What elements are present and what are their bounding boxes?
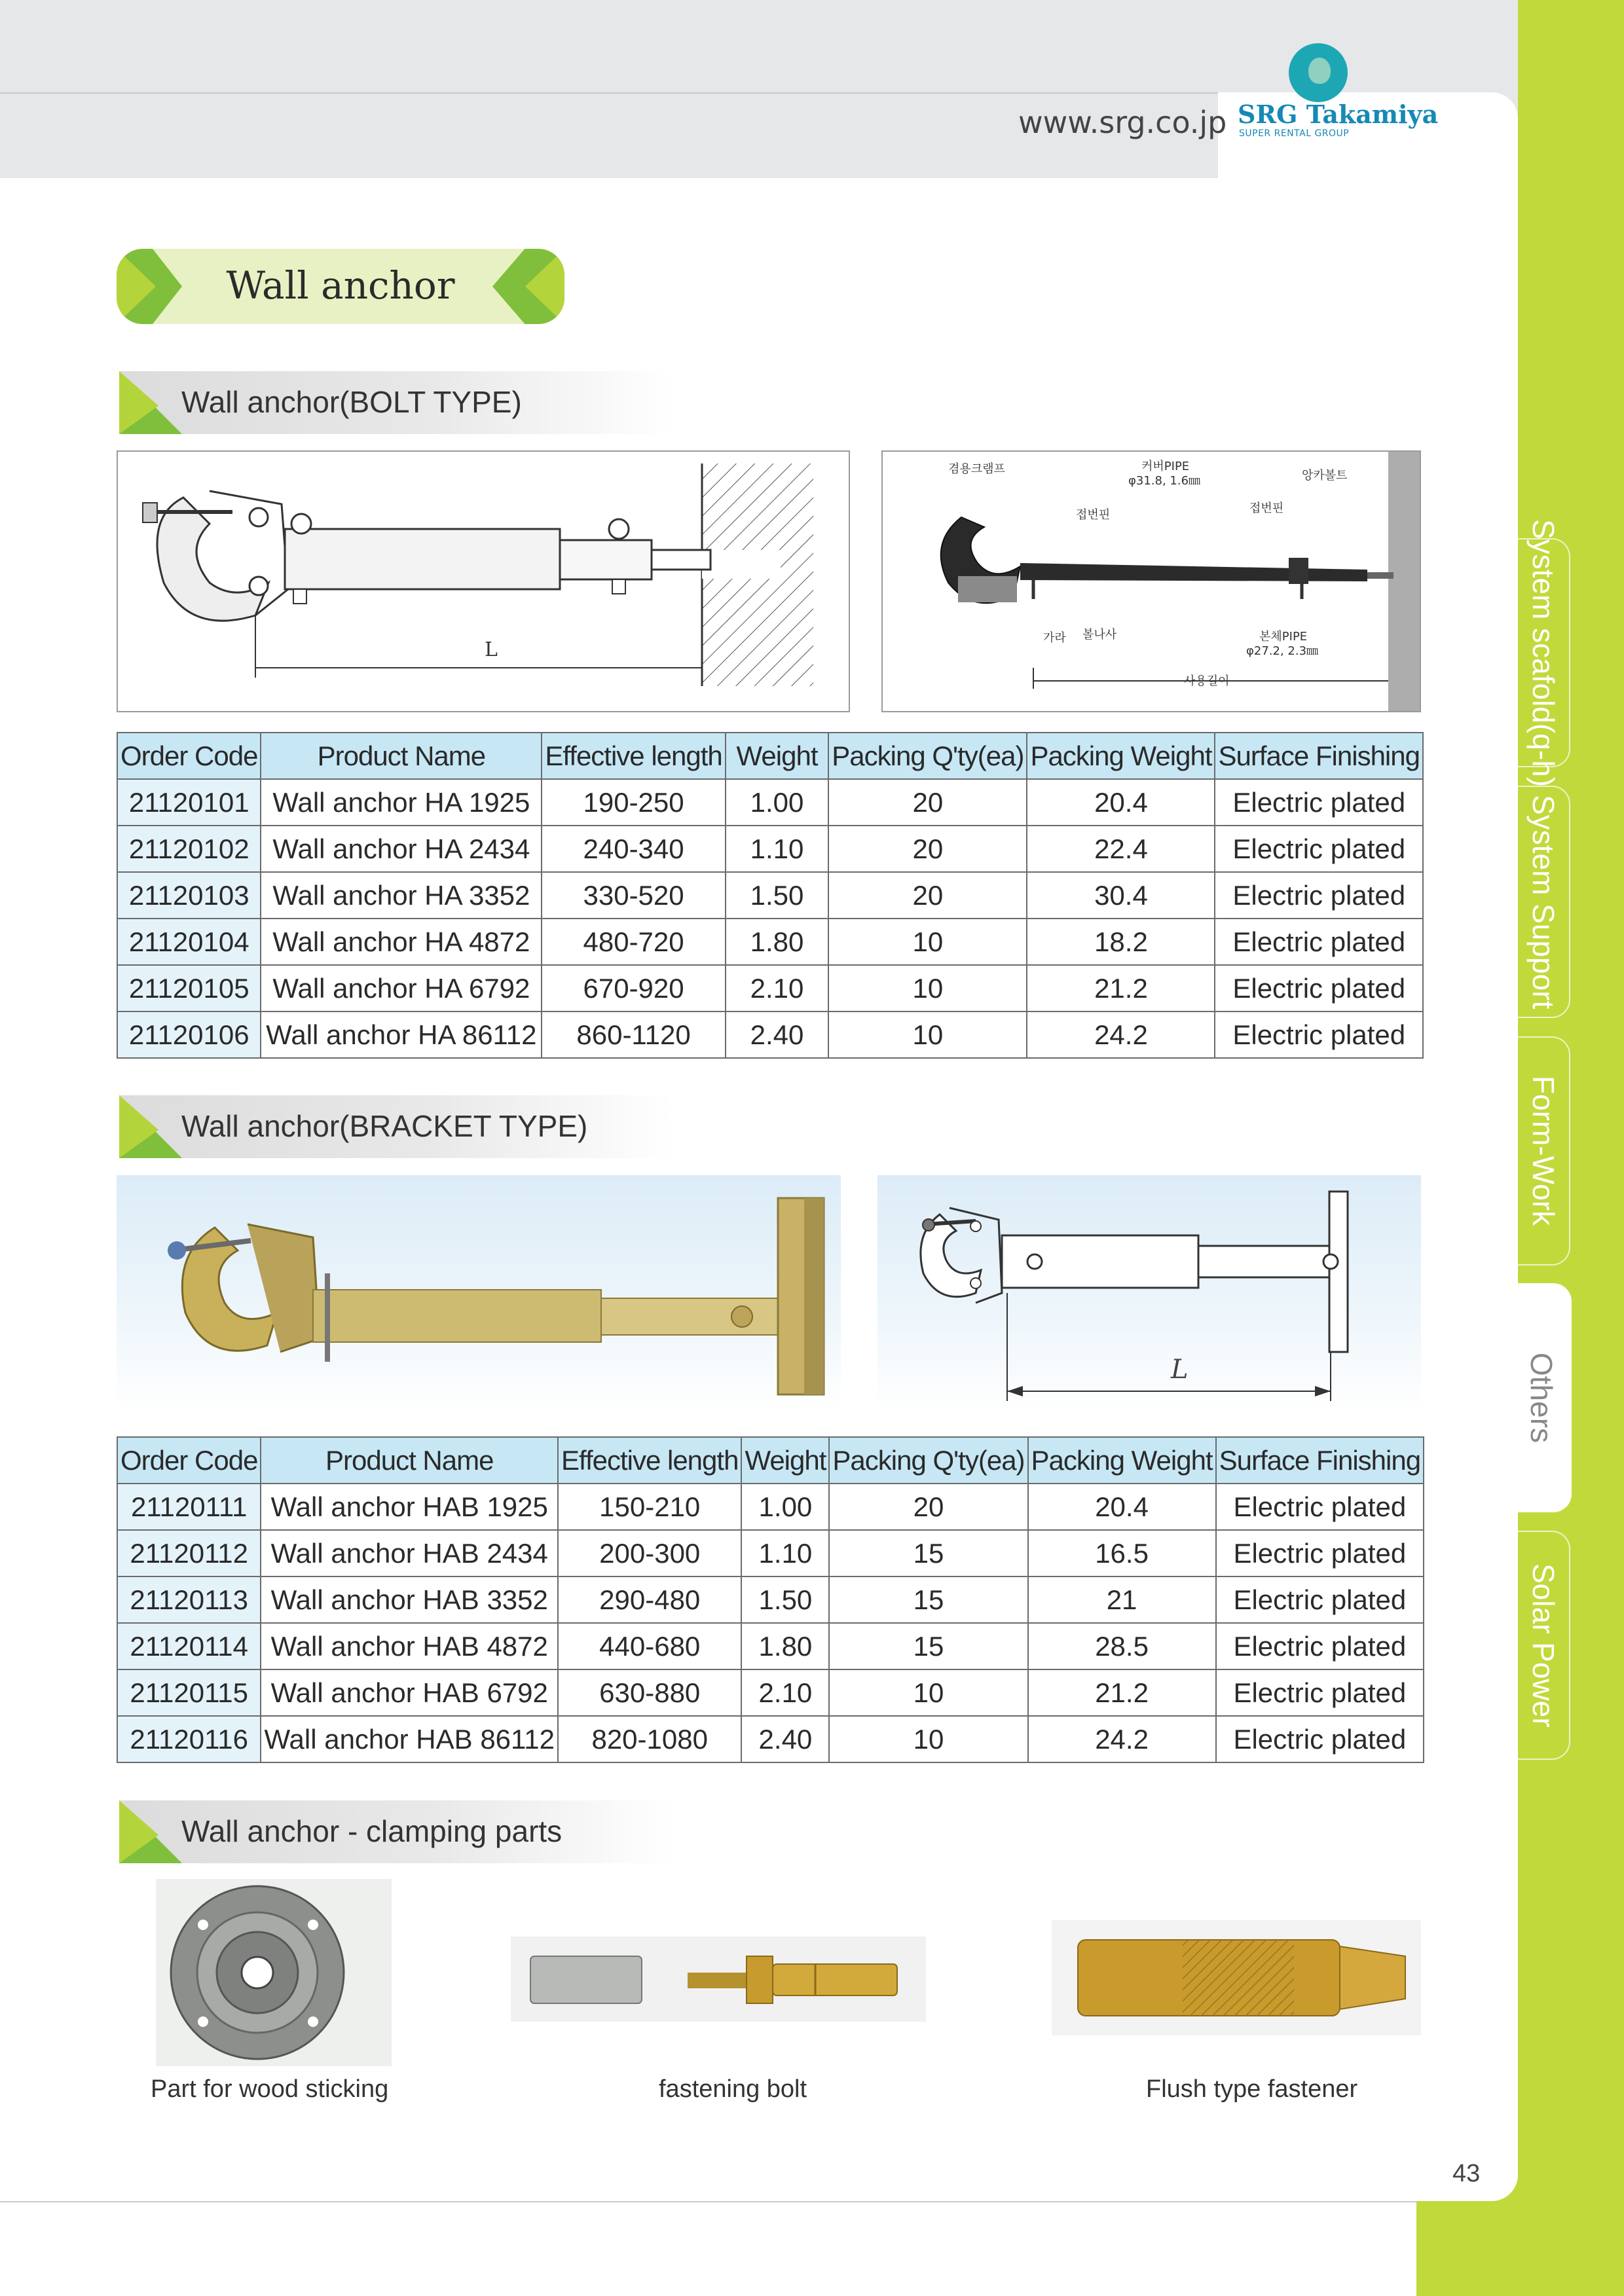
page-title-banner: [117, 249, 564, 324]
table-cell: 330-520: [542, 872, 725, 919]
table-cell: 18.2: [1027, 919, 1215, 965]
tab-label: System scafold(q-h): [1526, 519, 1560, 787]
table-cell: 24.2: [1027, 1011, 1215, 1058]
table-cell: 10: [829, 1669, 1027, 1716]
callout-label: φ31.8, 1.6㎜: [1128, 474, 1201, 488]
table-cell: 21: [1028, 1576, 1216, 1623]
table-cell: Electric plated: [1215, 1011, 1423, 1058]
table-cell: 2.40: [726, 1011, 829, 1058]
table-cell: 1.00: [726, 779, 829, 826]
part-caption: Part for wood sticking: [151, 2075, 389, 2103]
column-header: Order Code: [117, 733, 261, 779]
table-cell: 21120104: [117, 919, 261, 965]
table-cell: Wall anchor HA 6792: [261, 965, 542, 1011]
tab-label: System Support: [1526, 794, 1560, 1010]
bolt-type-drawing: [117, 450, 850, 712]
callout-label: 사용길이: [1184, 674, 1230, 688]
table-header-row: [117, 1437, 1424, 1484]
table-cell: 28.5: [1028, 1623, 1216, 1669]
table-cell: 2.10: [726, 965, 829, 1011]
table-cell: 1.10: [741, 1530, 829, 1576]
table-cell: 20: [828, 779, 1027, 826]
table-header-row: [117, 733, 1423, 779]
page-title: Wall anchor: [226, 263, 455, 308]
table-cell: Wall anchor HAB 6792: [261, 1669, 558, 1716]
dimension-label: L: [485, 638, 498, 661]
table-cell: 240-340: [542, 826, 725, 872]
fastening-bolt-photo: [511, 1937, 926, 2022]
srg-logo-icon: [1289, 43, 1348, 102]
table-cell: Wall anchor HAB 1925: [261, 1484, 558, 1530]
website-url[interactable]: www.srg.co.jp: [1018, 105, 1227, 140]
table-cell: Wall anchor HAB 2434: [261, 1530, 558, 1576]
section-title: Wall anchor - clamping parts: [181, 1814, 563, 1848]
tab-solar-power[interactable]: [1518, 1531, 1570, 1760]
table-cell: 20: [828, 872, 1027, 919]
table-cell: 16.5: [1028, 1530, 1216, 1576]
tab-system-support[interactable]: [1518, 786, 1570, 1018]
table-row: [117, 779, 1423, 826]
table-cell: 290-480: [558, 1576, 741, 1623]
table-cell: Electric plated: [1216, 1576, 1424, 1623]
table-cell: 1.50: [741, 1576, 829, 1623]
table-row: [117, 872, 1423, 919]
bracket-type-drawing: [877, 1175, 1421, 1411]
table-cell: 480-720: [542, 919, 725, 965]
table-cell: 22.4: [1027, 826, 1215, 872]
tab-label: Others: [1524, 1352, 1559, 1444]
table-row: [117, 919, 1423, 965]
table-cell: 20: [828, 826, 1027, 872]
table-cell: 10: [829, 1716, 1027, 1762]
table-row: [117, 1669, 1424, 1716]
column-header: Packing Weight: [1028, 1437, 1216, 1484]
table-cell: Wall anchor HAB 86112: [261, 1716, 558, 1762]
table-cell: 2.40: [741, 1716, 829, 1762]
section-title: Wall anchor(BRACKET TYPE): [181, 1109, 588, 1143]
table-cell: 21120114: [117, 1623, 261, 1669]
callout-label: 볼나사: [1082, 628, 1117, 642]
table-cell: 21120106: [117, 1011, 261, 1058]
header-rule: [0, 92, 1218, 94]
part-caption: fastening bolt: [659, 2075, 807, 2103]
table-cell: 630-880: [558, 1669, 741, 1716]
table-cell: 10: [828, 1011, 1027, 1058]
page-number: 43: [1452, 2160, 1481, 2187]
table-cell: Electric plated: [1216, 1716, 1424, 1762]
table-cell: 440-680: [558, 1623, 741, 1669]
table-cell: 2.10: [741, 1669, 829, 1716]
column-header: Product Name: [261, 733, 542, 779]
table-cell: 15: [829, 1576, 1027, 1623]
table-row: [117, 965, 1423, 1011]
column-header: Surface Finishing: [1216, 1437, 1424, 1484]
bolt-type-spec-table: [117, 732, 1424, 1059]
tab-system-scaffold[interactable]: [1518, 519, 1570, 787]
table-cell: 1.50: [726, 872, 829, 919]
column-header: Packing Weight: [1027, 733, 1215, 779]
table-cell: Wall anchor HA 1925: [261, 779, 542, 826]
table-cell: Electric plated: [1216, 1669, 1424, 1716]
column-header: Surface Finishing: [1215, 733, 1423, 779]
table-cell: 10: [828, 919, 1027, 965]
table-cell: 21.2: [1028, 1669, 1216, 1716]
table-cell: 15: [829, 1530, 1027, 1576]
callout-label: 본체PIPE: [1259, 630, 1308, 644]
table-row: [117, 1623, 1424, 1669]
callout-label: 접번핀: [1249, 501, 1284, 515]
bracket-type-photo: [117, 1175, 841, 1411]
table-cell: 670-920: [542, 965, 725, 1011]
table-cell: 21120113: [117, 1576, 261, 1623]
table-cell: Electric plated: [1215, 826, 1423, 872]
column-header: Weight: [726, 733, 829, 779]
table-cell: 820-1080: [558, 1716, 741, 1762]
table-cell: Wall anchor HA 4872: [261, 919, 542, 965]
table-cell: 21120105: [117, 965, 261, 1011]
table-row: [117, 1530, 1424, 1576]
callout-label: 앙카볼트: [1302, 469, 1348, 483]
bracket-type-spec-table: [117, 1436, 1424, 1763]
table-cell: 21.2: [1027, 965, 1215, 1011]
tab-label: Solar Power: [1526, 1563, 1560, 1728]
table-cell: 21120116: [117, 1716, 261, 1762]
column-header: Effective length: [558, 1437, 741, 1484]
table-row: [117, 1011, 1423, 1058]
section-title: Wall anchor(BOLT TYPE): [181, 385, 522, 419]
wood-sticking-part-photo: [156, 1879, 392, 2066]
callout-label: 겸용크램프: [948, 462, 1005, 476]
section-heading-bolt: [119, 371, 673, 434]
table-row: [117, 1576, 1424, 1623]
table-cell: Wall anchor HA 86112: [261, 1011, 542, 1058]
table-cell: 1.00: [741, 1484, 829, 1530]
table-cell: 21120101: [117, 779, 261, 826]
table-cell: 30.4: [1027, 872, 1215, 919]
table-cell: Wall anchor HA 2434: [261, 826, 542, 872]
table-cell: Wall anchor HA 3352: [261, 872, 542, 919]
table-cell: 24.2: [1028, 1716, 1216, 1762]
logo-subtitle: SUPER RENTAL GROUP: [1239, 128, 1350, 139]
table-cell: Electric plated: [1215, 965, 1423, 1011]
table-cell: Electric plated: [1216, 1484, 1424, 1530]
section-heading-clamping: [119, 1800, 673, 1863]
table-cell: 1.10: [726, 826, 829, 872]
table-cell: 200-300: [558, 1530, 741, 1576]
callout-label: 접번핀: [1076, 508, 1111, 522]
section-heading-bracket: [119, 1095, 673, 1158]
table-cell: 1.80: [741, 1623, 829, 1669]
table-cell: 20.4: [1028, 1484, 1216, 1530]
table-cell: 21120111: [117, 1484, 261, 1530]
column-header: Product Name: [261, 1437, 558, 1484]
tab-label: Form-Work: [1526, 1076, 1560, 1226]
table-cell: Electric plated: [1215, 779, 1423, 826]
table-cell: 20.4: [1027, 779, 1215, 826]
callout-label: 가라: [1043, 631, 1066, 645]
dimension-label: L: [1171, 1355, 1189, 1385]
tab-form-work[interactable]: [1518, 1036, 1570, 1266]
table-cell: 15: [829, 1623, 1027, 1669]
part-caption: Flush type fastener: [1146, 2075, 1358, 2103]
table-cell: 21120115: [117, 1669, 261, 1716]
column-header: Effective length: [542, 733, 725, 779]
table-cell: Wall anchor HAB 4872: [261, 1623, 558, 1669]
bolt-type-photo: [881, 450, 1421, 712]
table-row: [117, 826, 1423, 872]
logo-name: SRG Takamiya: [1238, 100, 1439, 129]
table-cell: 150-210: [558, 1484, 741, 1530]
callout-label: 커버PIPE: [1141, 460, 1190, 473]
table-cell: Electric plated: [1215, 872, 1423, 919]
table-cell: 190-250: [542, 779, 725, 826]
callout-label: φ27.2, 2.3㎜: [1246, 644, 1319, 658]
table-cell: Electric plated: [1215, 919, 1423, 965]
table-row: [117, 1716, 1424, 1762]
table-cell: Wall anchor HAB 3352: [261, 1576, 558, 1623]
bottom-rule: [0, 2201, 1416, 2202]
table-cell: 20: [829, 1484, 1027, 1530]
column-header: Weight: [741, 1437, 829, 1484]
table-cell: Electric plated: [1216, 1530, 1424, 1576]
table-cell: 21120102: [117, 826, 261, 872]
column-header: Packing Q'ty(ea): [828, 733, 1027, 779]
table-cell: Electric plated: [1216, 1623, 1424, 1669]
table-cell: 1.80: [726, 919, 829, 965]
flush-type-fastener-photo: [1052, 1920, 1421, 2035]
table-cell: 10: [828, 965, 1027, 1011]
table-cell: 21120103: [117, 872, 261, 919]
table-cell: 860-1120: [542, 1011, 725, 1058]
column-header: Packing Q'ty(ea): [829, 1437, 1027, 1484]
column-header: Order Code: [117, 1437, 261, 1484]
table-row: [117, 1484, 1424, 1530]
tab-others[interactable]: [1513, 1283, 1572, 1512]
table-cell: 21120112: [117, 1530, 261, 1576]
